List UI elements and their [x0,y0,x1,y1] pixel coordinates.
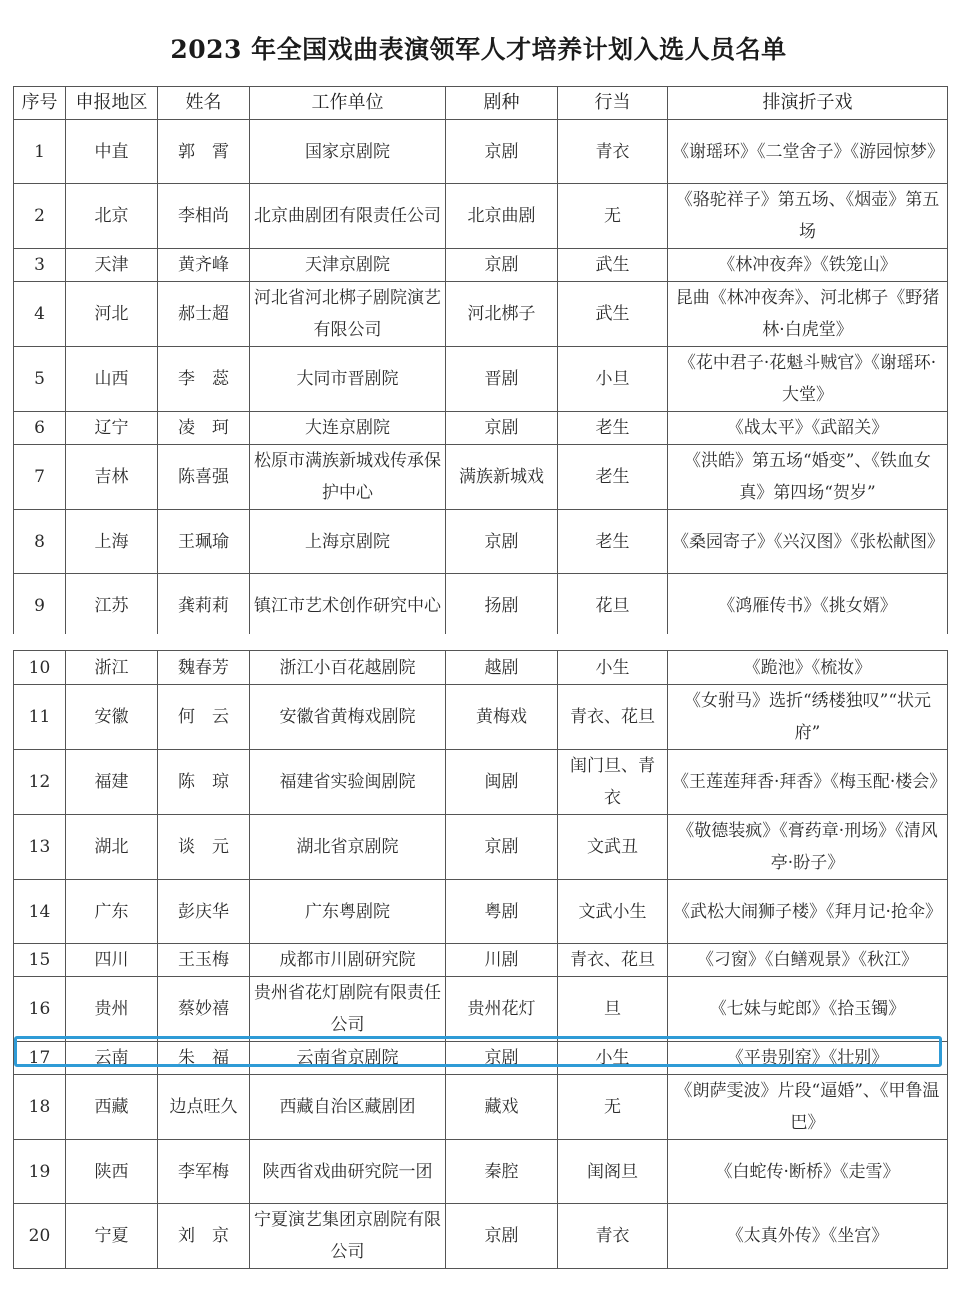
table-row [14,815,948,880]
cell-region: 中直 [66,120,158,184]
cell-region: 广东 [66,880,158,944]
cell-role: 无 [558,1075,668,1140]
cell-plays: 《刁窗》《白鳝观景》《秋江》 [668,944,948,977]
cell-no: 13 [14,815,66,880]
cell-unit: 镇江市艺术创作研究中心 [250,574,446,638]
cell-genre: 川剧 [446,944,558,977]
cell-no: 19 [14,1140,66,1204]
cell-no: 9 [14,574,66,638]
cell-name: 何 云 [158,685,250,750]
cell-role: 老生 [558,445,668,510]
cell-unit: 松原市满族新城戏传承保护中心 [250,445,446,510]
cell-plays: 《战太平》《武韶关》 [668,412,948,445]
cell-no: 12 [14,750,66,815]
table-header-row [14,87,948,120]
cell-no: 14 [14,880,66,944]
table-row [14,249,948,282]
cell-role: 小旦 [558,347,668,412]
header-name: 姓名 [158,87,250,120]
cell-role: 文武小生 [558,880,668,944]
header-no: 序号 [14,87,66,120]
cell-no: 11 [14,685,66,750]
cell-plays: 《七妹与蛇郎》《拾玉镯》 [668,977,948,1042]
table-row [14,282,948,347]
cell-plays: 昆曲《林冲夜奔》、河北梆子《野猪林·白虎堂》 [668,282,948,347]
table-row [14,510,948,574]
cell-region: 辽宁 [66,412,158,445]
table-row [14,977,948,1042]
cell-unit: 浙江小百花越剧院 [250,651,446,685]
cell-role: 小生 [558,1042,668,1075]
cell-unit: 广东粤剧院 [250,880,446,944]
cell-name: 李军梅 [158,1140,250,1204]
cell-genre: 河北梆子 [446,282,558,347]
cell-plays: 《女驸马》选折“绣楼独叹”“状元府” [668,685,948,750]
cell-role: 小生 [558,651,668,685]
cell-plays: 《朗萨雯波》片段“逼婚”、《甲鲁温巴》 [668,1075,948,1140]
cell-unit: 河北省河北梆子剧院演艺有限公司 [250,282,446,347]
table-row [14,1140,948,1204]
cell-name: 刘 京 [158,1204,250,1269]
cell-name: 边点旺久 [158,1075,250,1140]
cell-no: 20 [14,1204,66,1269]
table-row [14,412,948,445]
page-title: 2023 年全国戏曲表演领军人才培养计划入选人员名单 [170,35,787,64]
header-genre: 剧种 [446,87,558,120]
cell-name: 朱 福 [158,1042,250,1075]
cell-role: 青衣、花旦 [558,685,668,750]
cell-name: 陈 琼 [158,750,250,815]
table-row [14,347,948,412]
cell-role: 青衣、花旦 [558,944,668,977]
header-unit: 工作单位 [250,87,446,120]
cell-no: 15 [14,944,66,977]
cell-role: 花旦 [558,574,668,638]
header-plays: 排演折子戏 [668,87,948,120]
cell-unit: 天津京剧院 [250,249,446,282]
cell-plays: 《鸿雁传书》《挑女婿》 [668,574,948,638]
cell-role: 闺门旦、青衣 [558,750,668,815]
cell-no: 4 [14,282,66,347]
cell-region: 宁夏 [66,1204,158,1269]
cell-name: 黄齐峰 [158,249,250,282]
cell-no: 2 [14,184,66,249]
cell-region: 浙江 [66,651,158,685]
cell-no: 1 [14,120,66,184]
highlight-box [14,1036,942,1067]
cell-role: 武生 [558,249,668,282]
cell-region: 西藏 [66,1075,158,1140]
cell-plays: 《谢瑶环》《二堂舍子》《游园惊梦》 [668,120,948,184]
cell-name: 郭 霄 [158,120,250,184]
cell-name: 李 蕊 [158,347,250,412]
cell-genre: 扬剧 [446,574,558,638]
cell-unit: 福建省实验闽剧院 [250,750,446,815]
cell-region: 山西 [66,347,158,412]
cell-no: 7 [14,445,66,510]
cell-genre: 京剧 [446,510,558,574]
cell-genre: 北京曲剧 [446,184,558,249]
roster-table-part2 [13,650,948,1269]
cell-no: 6 [14,412,66,445]
table-row [14,750,948,815]
table-row [14,944,948,977]
table-row [14,120,948,184]
table-row [14,685,948,750]
cell-genre: 京剧 [446,412,558,445]
cell-no: 18 [14,1075,66,1140]
cell-role: 无 [558,184,668,249]
cell-no: 8 [14,510,66,574]
cell-genre: 贵州花灯 [446,977,558,1042]
cell-region: 江苏 [66,574,158,638]
cell-unit: 贵州省花灯剧院有限责任公司 [250,977,446,1042]
cell-name: 王珮瑜 [158,510,250,574]
cell-no: 3 [14,249,66,282]
cell-genre: 京剧 [446,1042,558,1075]
cell-genre: 闽剧 [446,750,558,815]
cell-role: 青衣 [558,1204,668,1269]
cell-name: 谈 元 [158,815,250,880]
cell-genre: 藏戏 [446,1075,558,1140]
cell-name: 凌 珂 [158,412,250,445]
cell-name: 郝士超 [158,282,250,347]
cell-region: 陕西 [66,1140,158,1204]
cell-unit: 陕西省戏曲研究院一团 [250,1140,446,1204]
cell-genre: 京剧 [446,120,558,184]
header-role: 行当 [558,87,668,120]
cell-unit: 宁夏演艺集团京剧院有限公司 [250,1204,446,1269]
cell-region: 四川 [66,944,158,977]
cell-region: 安徽 [66,685,158,750]
roster-table-part1 [13,86,948,638]
cell-unit: 北京曲剧团有限责任公司 [250,184,446,249]
cell-plays: 《平贵别窑》《壮别》 [668,1042,948,1075]
cell-role: 武生 [558,282,668,347]
cell-name: 蔡妙禧 [158,977,250,1042]
cell-role: 旦 [558,977,668,1042]
cell-genre: 秦腔 [446,1140,558,1204]
cell-name: 王玉梅 [158,944,250,977]
cell-unit: 西藏自治区藏剧团 [250,1075,446,1140]
cell-plays: 《林冲夜奔》《铁笼山》 [668,249,948,282]
cell-plays: 《花中君子·花魁斗贼官》《谢瑶环·大堂》 [668,347,948,412]
cell-name: 龚莉莉 [158,574,250,638]
cell-plays: 《敬德装疯》《膏药章·刑场》《清风亭·盼子》 [668,815,948,880]
cell-genre: 粤剧 [446,880,558,944]
cell-region: 吉林 [66,445,158,510]
cell-plays: 《王莲莲拜香·拜香》《梅玉配·楼会》 [668,750,948,815]
cell-region: 湖北 [66,815,158,880]
cell-region: 贵州 [66,977,158,1042]
cell-no: 5 [14,347,66,412]
table-row [14,651,948,685]
table-row [14,184,948,249]
cell-role: 老生 [558,510,668,574]
cell-unit: 湖北省京剧院 [250,815,446,880]
cell-plays: 《骆驼祥子》第五场、《烟壶》第五场 [668,184,948,249]
cell-genre: 晋剧 [446,347,558,412]
table-row [14,445,948,510]
cell-name: 魏春芳 [158,651,250,685]
cell-unit: 上海京剧院 [250,510,446,574]
cell-genre: 京剧 [446,815,558,880]
cell-plays: 《太真外传》《坐宫》 [668,1204,948,1269]
cell-genre: 越剧 [446,651,558,685]
cell-region: 天津 [66,249,158,282]
cell-unit: 云南省京剧院 [250,1042,446,1075]
cell-no: 17 [14,1042,66,1075]
cell-plays: 《跪池》《梳妆》 [668,651,948,685]
cell-region: 北京 [66,184,158,249]
cell-unit: 国家京剧院 [250,120,446,184]
cell-role: 老生 [558,412,668,445]
cell-no: 16 [14,977,66,1042]
cell-no: 10 [14,651,66,685]
cell-genre: 满族新城戏 [446,445,558,510]
cell-region: 河北 [66,282,158,347]
cell-unit: 安徽省黄梅戏剧院 [250,685,446,750]
header-region: 申报地区 [66,87,158,120]
cell-genre: 黄梅戏 [446,685,558,750]
cell-unit: 成都市川剧研究院 [250,944,446,977]
cell-role: 闺阁旦 [558,1140,668,1204]
cell-role: 文武丑 [558,815,668,880]
cell-region: 福建 [66,750,158,815]
cell-plays: 《桑园寄子》《兴汉图》《张松献图》 [668,510,948,574]
table-row [14,1204,948,1269]
cell-name: 彭庆华 [158,880,250,944]
cell-name: 陈喜强 [158,445,250,510]
cell-name: 李相尚 [158,184,250,249]
table-row [14,574,948,638]
cell-unit: 大连京剧院 [250,412,446,445]
cell-plays: 《洪皓》第五场“婚变”、《铁血女真》第四场“贺岁” [668,445,948,510]
cell-genre: 京剧 [446,249,558,282]
page-gap [0,634,957,650]
cell-region: 上海 [66,510,158,574]
table-row [14,1075,948,1140]
cell-unit: 大同市晋剧院 [250,347,446,412]
cell-plays: 《白蛇传·断桥》《走雪》 [668,1140,948,1204]
cell-region: 云南 [66,1042,158,1075]
cell-role: 青衣 [558,120,668,184]
cell-genre: 京剧 [446,1204,558,1269]
cell-plays: 《武松大闹狮子楼》《拜月记·抢伞》 [668,880,948,944]
table-row [14,880,948,944]
